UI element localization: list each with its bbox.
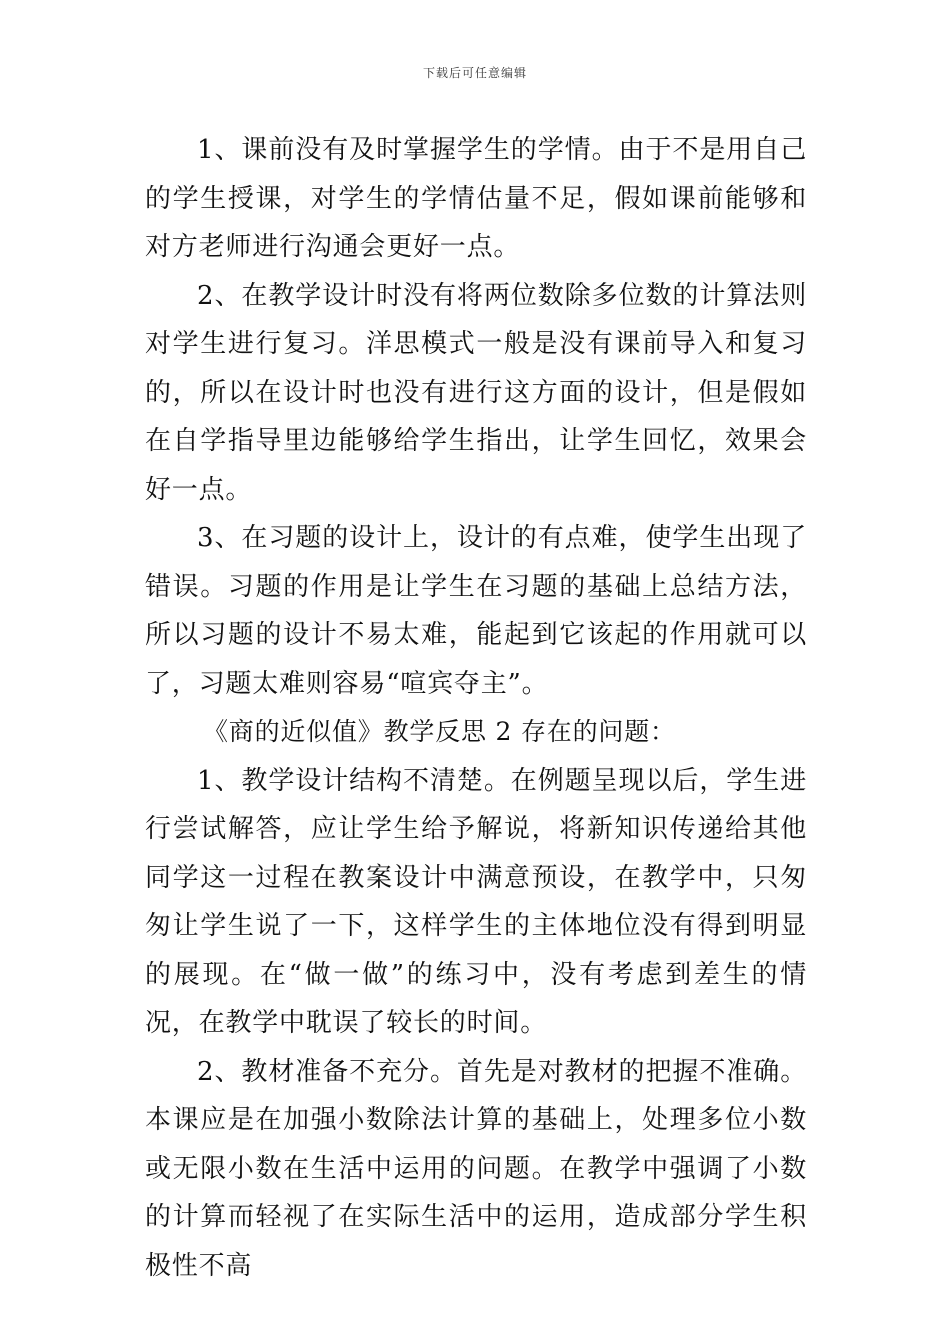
document-body (145, 126, 807, 1290)
paragraph-3: 3、在习题的设计上，设计的有点难，使学生出现了错误。习题的作用是让学生在习题的基础上总结方法，所以习题的设计不易太难，能起到它该起的作用就可以了，习题太难则容易“喧宾夺主”。 (145, 523, 807, 699)
paragraph-4: 1、教学设计结构不清楚。在例题呈现以后，学生进行尝试解答，应让学生给予解说，将新知识传递给其他同学这一过程在教案设计中满意预设，在教学中，只匆匆让学生说了一下，这样学生的主体地位没有得到明显的展现。在“做一做”的练习中，没有考虑到差生的情况，在教学中耽误了较长的时间。 (145, 765, 807, 1038)
paragraph-1: 1、课前没有及时掌握学生的学情。由于不是用自己的学生授课，对学生的学情估量不足，假如课前能够和对方老师进行沟通会更好一点。 (145, 135, 807, 262)
paragraph-5: 2、教材准备不充分。首先是对教材的把握不准确。本课应是在加强小数除法计算的基础上，处理多位小数或无限小数在生活中运用的问题。在教学中强调了小数的计算而轻视了在实际生活中的运用，造成部分学生积极性不高 (145, 1056, 807, 1281)
section-heading: 《商的近似值》教学反思 2 存在的问题： (203, 717, 676, 746)
page-header: 下载后可任意编辑 (422, 66, 527, 80)
paragraph-2: 2、在教学设计时没有将两位数除多位数的计算法则对学生进行复习。洋思模式一般是没有课前导入和复习的，所以在设计时也没有进行这方面的设计，但是假如在自学指导里边能够给学生指出，让学生回忆，效果会好一点。 (145, 280, 807, 505)
